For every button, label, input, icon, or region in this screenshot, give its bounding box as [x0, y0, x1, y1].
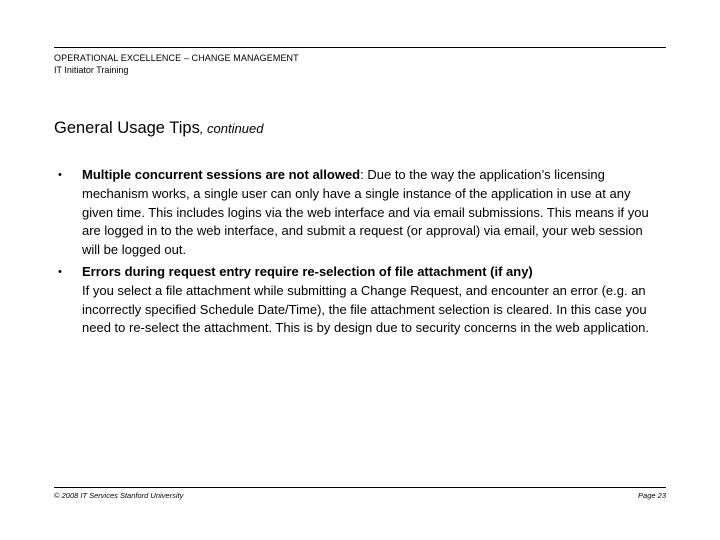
- slide-header: [54, 52, 299, 76]
- tip-separator: :: [360, 167, 368, 182]
- footer-copyright: © 2008 IT Services Stanford University: [54, 491, 184, 500]
- slide-title: [54, 118, 263, 139]
- footer-rule: [54, 487, 666, 488]
- tip-heading: Errors during request entry require re-selection of file attachment (if any): [82, 263, 533, 279]
- slide-title-main: General Usage Tips: [54, 119, 200, 137]
- header-program-title: OPERATIONAL EXCELLENCE – CHANGE MANAGEMENT: [54, 53, 299, 63]
- tip-body: If you select a file attachment while submitting a Change Request, and encounter an error (e.g. an incorrectly specified Schedule Date/Time), the file attachment selection is cleared. In this case you need to re-select the attachment. This is by design due to security concerns in the web application.: [82, 282, 650, 336]
- header-rule: [54, 47, 666, 48]
- tips-list: [58, 166, 658, 338]
- tip-body: Due to the way the application’s licensing mechanism works, a single user can only have a single instance of the application in use at any given time. This includes logins via the web interface and via email submissions. This means if you are logged in to the web interface, and submit a request (or approval) via email, your web session will be logged out.: [82, 167, 649, 258]
- tip-heading: Multiple concurrent sessions are not allowed: [82, 167, 361, 182]
- bullet-icon: •: [58, 265, 62, 278]
- tip-file-attachment: [58, 263, 658, 338]
- slide-title-suffix: , continued: [199, 121, 264, 136]
- tip-concurrent-sessions: [58, 166, 658, 260]
- bullet-icon: •: [58, 169, 62, 181]
- footer-page-number: Page 23: [638, 491, 666, 500]
- header-course-title: IT Initiator Training: [54, 65, 129, 75]
